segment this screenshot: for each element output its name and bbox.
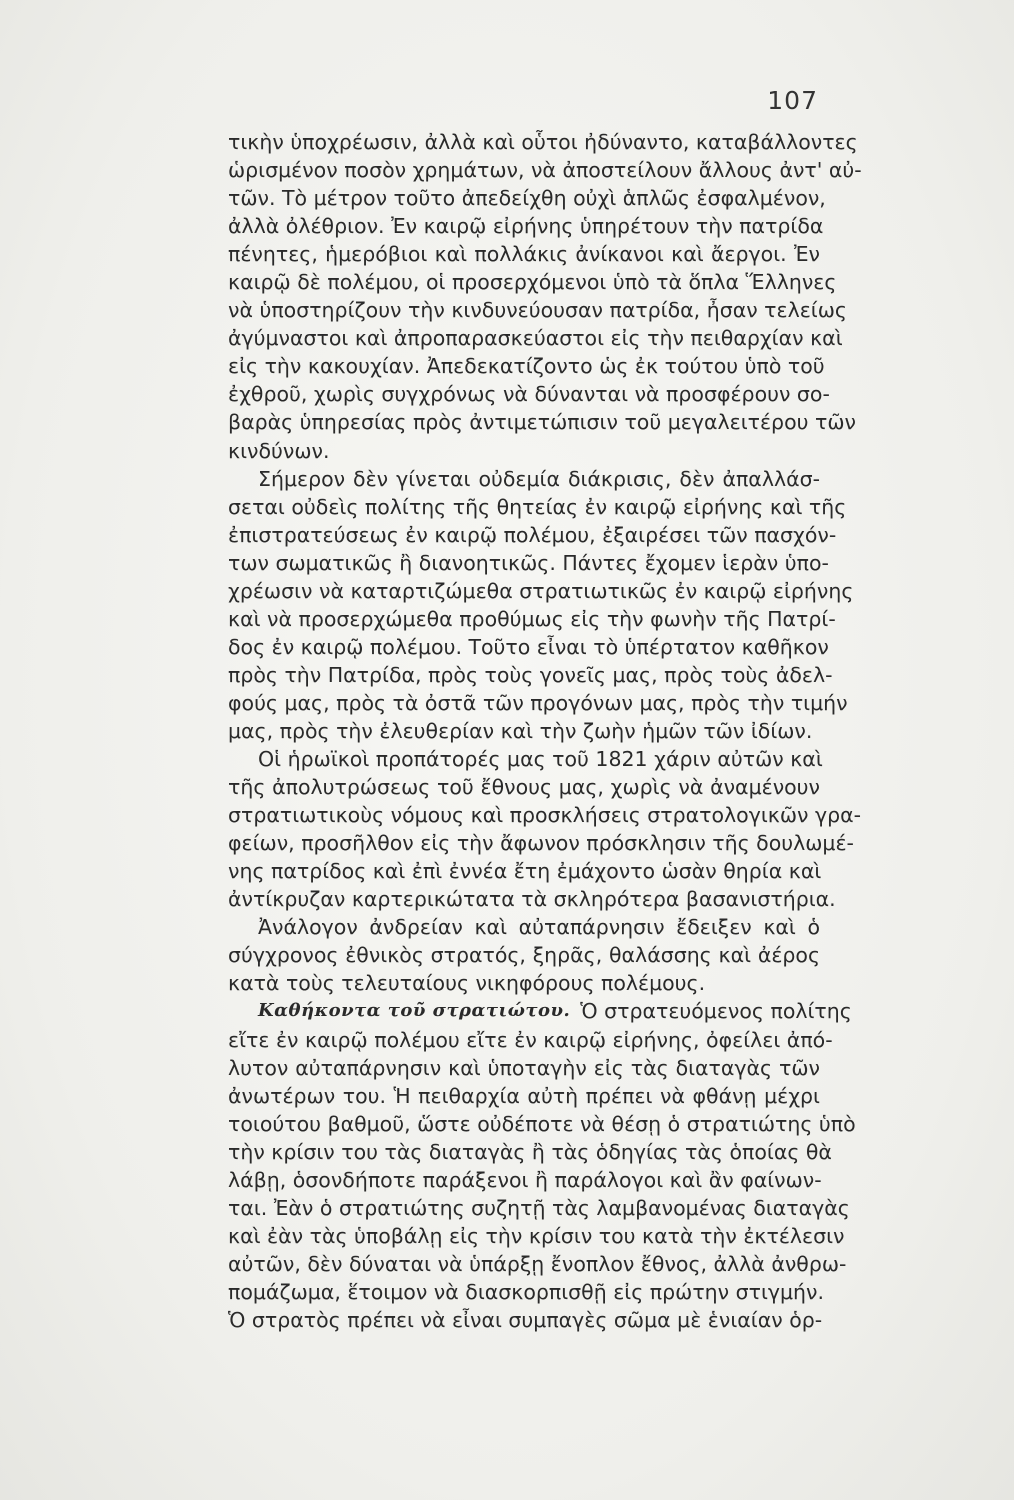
text-line: ται. Ἐὰν ὁ στρατιώτης συζητῇ τὰς λαμβανομένας διαταγὰς bbox=[228, 1195, 850, 1220]
section-heading: Καθήκοντα τοῦ στρατιώτου. bbox=[258, 1000, 571, 1022]
text-line: νὰ ὑποστηρίζουν τὴν κινδυνεύουσαν πατρίδα, ἦσαν τελείως bbox=[228, 298, 847, 323]
text-line: των σωματικῶς ἢ διανοητικῶς. Πάντες ἔχομεν ἱερὰν ὑπο- bbox=[228, 550, 829, 575]
text-line: ἐχθροῦ, χωρὶς συγχρόνως νὰ δύνανται νὰ προσφέρουν σο- bbox=[228, 382, 830, 407]
heading-line-rest: Ὁ στρατευόμενος πολίτης bbox=[580, 999, 852, 1024]
text-line: αὐτῶν, δὲν δύναται νὰ ὑπάρξῃ ἔνοπλον ἔθνος, ἀλλὰ ἀνθρω- bbox=[228, 1251, 847, 1276]
text-line: βαρὰς ὑπηρεσίας πρὸς ἀντιμετώπισιν τοῦ μεγαλειτέρου τῶν bbox=[228, 410, 856, 435]
text-line: Ἀνάλογον ἀνδρείαν καὶ αὐταπάρνησιν ἔδειξεν καὶ ὁ bbox=[258, 915, 820, 940]
text-line: λάβῃ, ὁσονδήποτε παράξενοι ἢ παράλογοι καὶ ἂν φαίνων- bbox=[228, 1167, 822, 1192]
text-line: πένητες, ἡμερόβιοι καὶ πολλάκις ἀνίκανοι καὶ ἄεργοι. Ἐν bbox=[228, 242, 820, 267]
text-line: στρατιωτικοὺς νόμους καὶ προσκλήσεις στρατολογικῶν γρα- bbox=[228, 803, 862, 828]
text-line: κατὰ τοὺς τελευταίους νικηφόρους πολέμους. bbox=[228, 971, 706, 996]
text-line: πρὸς τὴν Πατρίδα, πρὸς τοὺς γονεῖς μας, πρὸς τοὺς ἀδελ- bbox=[228, 662, 833, 687]
text-line: καὶ ἐὰν τὰς ὑποβάλῃ εἰς τὴν κρίσιν του κατὰ τὴν ἐκτέλεσιν bbox=[228, 1223, 845, 1248]
text-line: χρέωσιν νὰ καταρτιζώμεθα στρατιωτικῶς ἐν καιρῷ εἰρήνης bbox=[228, 578, 854, 603]
text-line: δος ἐν καιρῷ πολέμου. Τοῦτο εἶναι τὸ ὑπέρτατον καθῆκον bbox=[228, 634, 829, 659]
text-line: καὶ νὰ προσερχώμεθα προθύμως εἰς τὴν φωνὴν τῆς Πατρί- bbox=[228, 606, 836, 631]
text-line: ἀλλὰ ὀλέθριον. Ἐν καιρῷ εἰρήνης ὑπηρέτουν τὴν πατρίδα bbox=[228, 214, 824, 239]
text-line: τὴν κρίσιν του τὰς διαταγὰς ἢ τὰς ὁδηγίας τὰς ὁποίας θὰ bbox=[228, 1139, 832, 1164]
text-line: κινδύνων. bbox=[228, 438, 330, 463]
text-line: ὡρισμένον ποσὸν χρημάτων, νὰ ἀποστείλουν ἄλλους ἀντ' αὐ- bbox=[228, 158, 862, 183]
paragraph-4 bbox=[228, 913, 820, 997]
text-line: φείων, προσῆλθον εἰς τὴν ἄφωνον πρόσκλησιν τῆς δουλωμέ- bbox=[228, 831, 854, 856]
body-text bbox=[228, 128, 862, 1334]
text-line: Οἱ ἡρωϊκοὶ προπάτορές μας τοῦ 1821 χάριν αὐτῶν καὶ bbox=[258, 747, 823, 772]
text-line: Ὁ στρατὸς πρέπει νὰ εἶναι συμπαγὲς σῶμα μὲ ἑνιαίαν ὁρ- bbox=[228, 1307, 823, 1332]
text-line: ἐπιστρατεύσεως ἐν καιρῷ πολέμου, ἐξαιρέσει τῶν πασχόν- bbox=[228, 522, 837, 547]
paragraph-1 bbox=[228, 128, 862, 465]
text-line: τικὴν ὑποχρέωσιν, ἀλλὰ καὶ οὗτοι ἠδύναντο, καταβάλλοντες bbox=[228, 130, 858, 154]
text-line: ἀνωτέρων του. Ἡ πειθαρχία αὐτὴ πρέπει νὰ φθάνῃ μέχρι bbox=[228, 1083, 820, 1108]
text-line bbox=[228, 997, 852, 1025]
text-line: εἰς τὴν κακουχίαν. Ἀπεδεκατίζοντο ὡς ἐκ τούτου ὑπὸ τοῦ bbox=[228, 354, 825, 379]
text-line: ἀγύμναστοι καὶ ἀπροπαρασκεύαστοι εἰς τὴν πειθαρχίαν καὶ bbox=[228, 326, 843, 351]
text-line: λυτον αὐταπάρνησιν καὶ ὑποταγὴν εἰς τὰς διαταγὰς τῶν bbox=[228, 1055, 820, 1080]
paragraph-3 bbox=[228, 745, 862, 913]
text-line: τῶν. Τὸ μέτρον τοῦτο ἀπεδείχθη οὐχὶ ἁπλῶς ἐσφαλμένον, bbox=[228, 186, 826, 211]
text-line: Σήμερον δὲν γίνεται οὐδεμία διάκρισις, δὲν ἀπαλλάσ- bbox=[258, 466, 820, 491]
text-line: τῆς ἀπολυτρώσεως τοῦ ἔθνους μας, χωρὶς νὰ ἀναμένουν bbox=[228, 775, 820, 800]
text-line: καιρῷ δὲ πολέμου, οἱ προσερχόμενοι ὑπὸ τὰ ὅπλα Ἕλληνες bbox=[228, 270, 837, 295]
paragraph-5 bbox=[228, 997, 856, 1334]
page-number: 107 bbox=[767, 86, 818, 115]
text-line: πομάζωμα, ἕτοιμον νὰ διασκορπισθῇ εἰς πρώτην στιγμήν. bbox=[228, 1279, 825, 1304]
text-line: εἴτε ἐν καιρῷ πολέμου εἴτε ἐν καιρῷ εἰρήνης, ὀφείλει ἀπό- bbox=[228, 1027, 833, 1052]
text-line: νης πατρίδος καὶ ἐπὶ ἐννέα ἔτη ἐμάχοντο ὡσὰν θηρία καὶ bbox=[228, 859, 822, 884]
text-line: φούς μας, πρὸς τὰ ὀστᾶ τῶν προγόνων μας, πρὸς τὴν τιμήν bbox=[228, 690, 848, 715]
text-line: σεται οὐδεὶς πολίτης τῆς θητείας ἐν καιρῷ εἰρήνης καὶ τῆς bbox=[228, 494, 847, 519]
text-line: μας, πρὸς τὴν ἐλευθερίαν καὶ τὴν ζωὴν ἡμῶν τῶν ἰδίων. bbox=[228, 718, 813, 743]
text-line: ἀντίκρυζαν καρτερικώτατα τὰ σκληρότερα βασανιστήρια. bbox=[228, 887, 836, 912]
text-line: σύγχρονος ἐθνικὸς στρατός, ξηρᾶς, θαλάσσης καὶ ἀέρος bbox=[228, 943, 820, 968]
paragraph-2 bbox=[228, 465, 854, 745]
text-line: τοιούτου βαθμοῦ, ὥστε οὐδέποτε νὰ θέσῃ ὁ στρατιώτης ὑπὸ bbox=[228, 1111, 856, 1136]
